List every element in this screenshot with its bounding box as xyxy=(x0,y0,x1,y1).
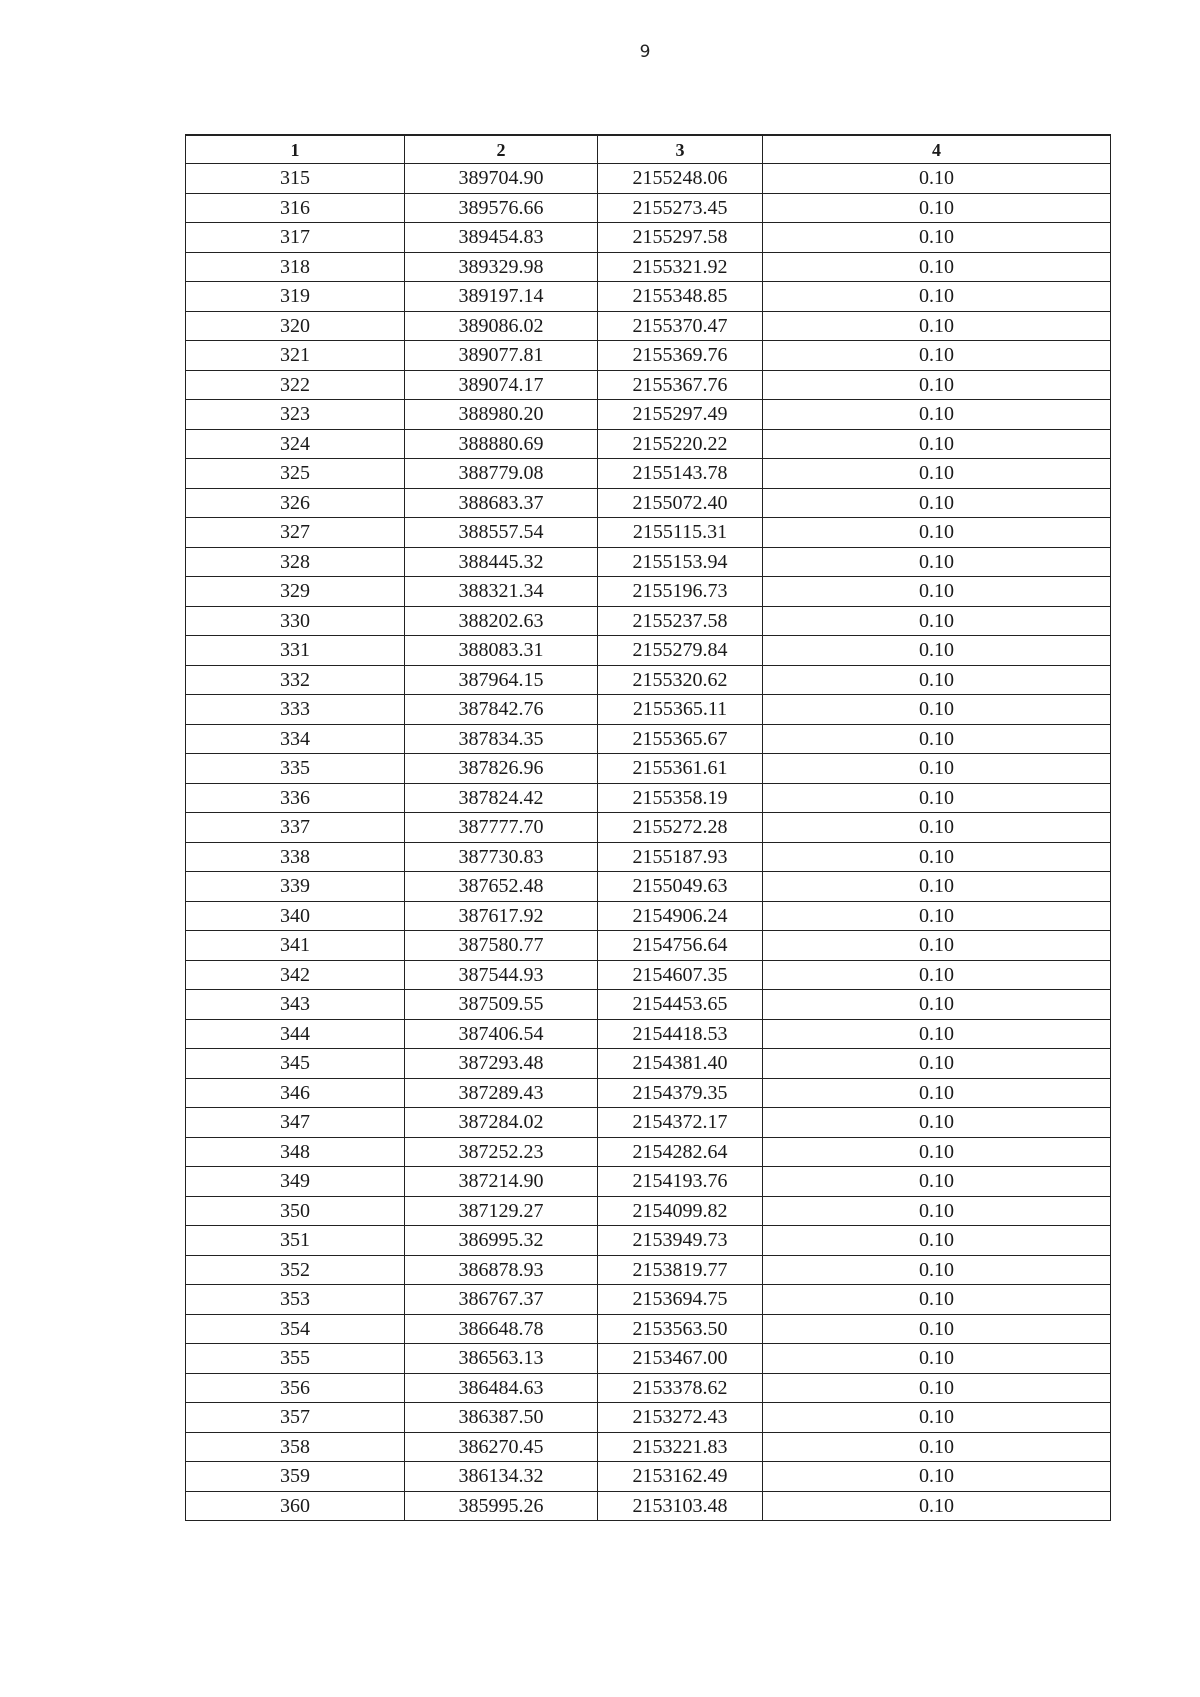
point-number-cell: 342 xyxy=(186,960,405,990)
table-row xyxy=(186,1019,1111,1049)
x-coordinate-cell: 388321.34 xyxy=(405,577,598,607)
error-value-cell: 0.10 xyxy=(763,311,1111,341)
y-coordinate-cell: 2153378.62 xyxy=(598,1373,763,1403)
table-row xyxy=(186,724,1111,754)
x-coordinate-cell: 389074.17 xyxy=(405,370,598,400)
y-coordinate-cell: 2155358.19 xyxy=(598,783,763,813)
error-value-cell: 0.10 xyxy=(763,1373,1111,1403)
y-coordinate-cell: 2154906.24 xyxy=(598,901,763,931)
x-coordinate-cell: 388683.37 xyxy=(405,488,598,518)
point-number-cell: 327 xyxy=(186,518,405,548)
table-row xyxy=(186,1108,1111,1138)
point-number-cell: 317 xyxy=(186,223,405,253)
x-coordinate-cell: 389329.98 xyxy=(405,252,598,282)
y-coordinate-cell: 2154193.76 xyxy=(598,1167,763,1197)
point-number-cell: 336 xyxy=(186,783,405,813)
table-row xyxy=(186,518,1111,548)
y-coordinate-cell: 2153819.77 xyxy=(598,1255,763,1285)
y-coordinate-cell: 2155297.58 xyxy=(598,223,763,253)
error-value-cell: 0.10 xyxy=(763,1108,1111,1138)
x-coordinate-cell: 388880.69 xyxy=(405,429,598,459)
point-number-cell: 343 xyxy=(186,990,405,1020)
table-row xyxy=(186,665,1111,695)
y-coordinate-cell: 2155237.58 xyxy=(598,606,763,636)
table-row xyxy=(186,341,1111,371)
point-number-cell: 334 xyxy=(186,724,405,754)
y-coordinate-cell: 2154607.35 xyxy=(598,960,763,990)
error-value-cell: 0.10 xyxy=(763,1019,1111,1049)
error-value-cell: 0.10 xyxy=(763,223,1111,253)
table-row xyxy=(186,842,1111,872)
error-value-cell: 0.10 xyxy=(763,990,1111,1020)
y-coordinate-cell: 2154372.17 xyxy=(598,1108,763,1138)
point-number-cell: 320 xyxy=(186,311,405,341)
y-coordinate-cell: 2155367.76 xyxy=(598,370,763,400)
x-coordinate-cell: 387652.48 xyxy=(405,872,598,902)
error-value-cell: 0.10 xyxy=(763,193,1111,223)
table-row xyxy=(186,1196,1111,1226)
point-number-cell: 339 xyxy=(186,872,405,902)
error-value-cell: 0.10 xyxy=(763,901,1111,931)
table-row xyxy=(186,1373,1111,1403)
table-row xyxy=(186,783,1111,813)
table-header xyxy=(186,135,1111,164)
y-coordinate-cell: 2155049.63 xyxy=(598,872,763,902)
error-value-cell: 0.10 xyxy=(763,518,1111,548)
table-row xyxy=(186,1491,1111,1521)
x-coordinate-cell: 387842.76 xyxy=(405,695,598,725)
error-value-cell: 0.10 xyxy=(763,370,1111,400)
x-coordinate-cell: 386995.32 xyxy=(405,1226,598,1256)
table-row xyxy=(186,1255,1111,1285)
error-value-cell: 0.10 xyxy=(763,1344,1111,1374)
error-value-cell: 0.10 xyxy=(763,341,1111,371)
error-value-cell: 0.10 xyxy=(763,1432,1111,1462)
x-coordinate-cell: 387826.96 xyxy=(405,754,598,784)
header-cell-1: 1 xyxy=(186,135,405,164)
y-coordinate-cell: 2155248.06 xyxy=(598,164,763,194)
y-coordinate-cell: 2155370.47 xyxy=(598,311,763,341)
table-row xyxy=(186,931,1111,961)
point-number-cell: 323 xyxy=(186,400,405,430)
table-row xyxy=(186,577,1111,607)
error-value-cell: 0.10 xyxy=(763,1255,1111,1285)
y-coordinate-cell: 2155187.93 xyxy=(598,842,763,872)
point-number-cell: 360 xyxy=(186,1491,405,1521)
x-coordinate-cell: 387252.23 xyxy=(405,1137,598,1167)
x-coordinate-cell: 387129.27 xyxy=(405,1196,598,1226)
table-row xyxy=(186,1403,1111,1433)
table-row xyxy=(186,990,1111,1020)
point-number-cell: 333 xyxy=(186,695,405,725)
error-value-cell: 0.10 xyxy=(763,1462,1111,1492)
point-number-cell: 332 xyxy=(186,665,405,695)
table-row xyxy=(186,282,1111,312)
error-value-cell: 0.10 xyxy=(763,1491,1111,1521)
point-number-cell: 321 xyxy=(186,341,405,371)
error-value-cell: 0.10 xyxy=(763,783,1111,813)
x-coordinate-cell: 388445.32 xyxy=(405,547,598,577)
x-coordinate-cell: 387509.55 xyxy=(405,990,598,1020)
y-coordinate-cell: 2155273.45 xyxy=(598,193,763,223)
y-coordinate-cell: 2154453.65 xyxy=(598,990,763,1020)
y-coordinate-cell: 2155321.92 xyxy=(598,252,763,282)
table-row xyxy=(186,1314,1111,1344)
table-row xyxy=(186,223,1111,253)
y-coordinate-cell: 2155348.85 xyxy=(598,282,763,312)
table-row xyxy=(186,547,1111,577)
table-row xyxy=(186,252,1111,282)
table-row xyxy=(186,370,1111,400)
error-value-cell: 0.10 xyxy=(763,872,1111,902)
table-body xyxy=(186,164,1111,1521)
error-value-cell: 0.10 xyxy=(763,1167,1111,1197)
x-coordinate-cell: 387544.93 xyxy=(405,960,598,990)
y-coordinate-cell: 2155361.61 xyxy=(598,754,763,784)
x-coordinate-cell: 387214.90 xyxy=(405,1167,598,1197)
y-coordinate-cell: 2155220.22 xyxy=(598,429,763,459)
x-coordinate-cell: 389077.81 xyxy=(405,341,598,371)
error-value-cell: 0.10 xyxy=(763,1196,1111,1226)
page-number: 9 xyxy=(639,42,651,62)
table-row xyxy=(186,429,1111,459)
point-number-cell: 353 xyxy=(186,1285,405,1315)
table-row xyxy=(186,311,1111,341)
x-coordinate-cell: 387777.70 xyxy=(405,813,598,843)
table-row xyxy=(186,695,1111,725)
x-coordinate-cell: 387284.02 xyxy=(405,1108,598,1138)
y-coordinate-cell: 2153467.00 xyxy=(598,1344,763,1374)
point-number-cell: 344 xyxy=(186,1019,405,1049)
y-coordinate-cell: 2153949.73 xyxy=(598,1226,763,1256)
y-coordinate-cell: 2155320.62 xyxy=(598,665,763,695)
table-row xyxy=(186,1285,1111,1315)
y-coordinate-cell: 2155153.94 xyxy=(598,547,763,577)
x-coordinate-cell: 388202.63 xyxy=(405,606,598,636)
point-number-cell: 356 xyxy=(186,1373,405,1403)
error-value-cell: 0.10 xyxy=(763,665,1111,695)
x-coordinate-cell: 386270.45 xyxy=(405,1432,598,1462)
error-value-cell: 0.10 xyxy=(763,459,1111,489)
x-coordinate-cell: 387289.43 xyxy=(405,1078,598,1108)
y-coordinate-cell: 2155115.31 xyxy=(598,518,763,548)
error-value-cell: 0.10 xyxy=(763,754,1111,784)
point-number-cell: 325 xyxy=(186,459,405,489)
error-value-cell: 0.10 xyxy=(763,813,1111,843)
error-value-cell: 0.10 xyxy=(763,547,1111,577)
error-value-cell: 0.10 xyxy=(763,1403,1111,1433)
point-number-cell: 329 xyxy=(186,577,405,607)
x-coordinate-cell: 387964.15 xyxy=(405,665,598,695)
error-value-cell: 0.10 xyxy=(763,1285,1111,1315)
y-coordinate-cell: 2154282.64 xyxy=(598,1137,763,1167)
table-row xyxy=(186,1462,1111,1492)
header-cell-2: 2 xyxy=(405,135,598,164)
table-row xyxy=(186,459,1111,489)
point-number-cell: 350 xyxy=(186,1196,405,1226)
point-number-cell: 318 xyxy=(186,252,405,282)
point-number-cell: 322 xyxy=(186,370,405,400)
table-row xyxy=(186,1432,1111,1462)
x-coordinate-cell: 389704.90 xyxy=(405,164,598,194)
table-row xyxy=(186,164,1111,194)
table-row xyxy=(186,813,1111,843)
error-value-cell: 0.10 xyxy=(763,252,1111,282)
y-coordinate-cell: 2155272.28 xyxy=(598,813,763,843)
x-coordinate-cell: 386387.50 xyxy=(405,1403,598,1433)
x-coordinate-cell: 388557.54 xyxy=(405,518,598,548)
x-coordinate-cell: 386767.37 xyxy=(405,1285,598,1315)
point-number-cell: 340 xyxy=(186,901,405,931)
table-row xyxy=(186,1344,1111,1374)
x-coordinate-cell: 386563.13 xyxy=(405,1344,598,1374)
point-number-cell: 349 xyxy=(186,1167,405,1197)
table-row xyxy=(186,754,1111,784)
y-coordinate-cell: 2155072.40 xyxy=(598,488,763,518)
error-value-cell: 0.10 xyxy=(763,1137,1111,1167)
y-coordinate-cell: 2154756.64 xyxy=(598,931,763,961)
point-number-cell: 330 xyxy=(186,606,405,636)
x-coordinate-cell: 386484.63 xyxy=(405,1373,598,1403)
error-value-cell: 0.10 xyxy=(763,577,1111,607)
point-number-cell: 354 xyxy=(186,1314,405,1344)
error-value-cell: 0.10 xyxy=(763,282,1111,312)
point-number-cell: 335 xyxy=(186,754,405,784)
table-row xyxy=(186,488,1111,518)
y-coordinate-cell: 2153272.43 xyxy=(598,1403,763,1433)
point-number-cell: 315 xyxy=(186,164,405,194)
point-number-cell: 352 xyxy=(186,1255,405,1285)
table-row xyxy=(186,400,1111,430)
error-value-cell: 0.10 xyxy=(763,488,1111,518)
point-number-cell: 348 xyxy=(186,1137,405,1167)
error-value-cell: 0.10 xyxy=(763,1078,1111,1108)
y-coordinate-cell: 2154381.40 xyxy=(598,1049,763,1079)
error-value-cell: 0.10 xyxy=(763,164,1111,194)
x-coordinate-cell: 387406.54 xyxy=(405,1019,598,1049)
error-value-cell: 0.10 xyxy=(763,606,1111,636)
point-number-cell: 355 xyxy=(186,1344,405,1374)
coordinates-table xyxy=(185,134,1111,1521)
y-coordinate-cell: 2153103.48 xyxy=(598,1491,763,1521)
error-value-cell: 0.10 xyxy=(763,1226,1111,1256)
x-coordinate-cell: 387293.48 xyxy=(405,1049,598,1079)
error-value-cell: 0.10 xyxy=(763,960,1111,990)
y-coordinate-cell: 2154418.53 xyxy=(598,1019,763,1049)
error-value-cell: 0.10 xyxy=(763,400,1111,430)
x-coordinate-cell: 389086.02 xyxy=(405,311,598,341)
y-coordinate-cell: 2155369.76 xyxy=(598,341,763,371)
point-number-cell: 351 xyxy=(186,1226,405,1256)
point-number-cell: 319 xyxy=(186,282,405,312)
error-value-cell: 0.10 xyxy=(763,429,1111,459)
y-coordinate-cell: 2153162.49 xyxy=(598,1462,763,1492)
x-coordinate-cell: 386134.32 xyxy=(405,1462,598,1492)
point-number-cell: 346 xyxy=(186,1078,405,1108)
error-value-cell: 0.10 xyxy=(763,931,1111,961)
point-number-cell: 331 xyxy=(186,636,405,666)
point-number-cell: 337 xyxy=(186,813,405,843)
table-row xyxy=(186,1226,1111,1256)
x-coordinate-cell: 388083.31 xyxy=(405,636,598,666)
x-coordinate-cell: 389197.14 xyxy=(405,282,598,312)
x-coordinate-cell: 387617.92 xyxy=(405,901,598,931)
x-coordinate-cell: 388779.08 xyxy=(405,459,598,489)
error-value-cell: 0.10 xyxy=(763,1049,1111,1079)
point-number-cell: 328 xyxy=(186,547,405,577)
table-row xyxy=(186,1078,1111,1108)
x-coordinate-cell: 385995.26 xyxy=(405,1491,598,1521)
header-cell-3: 3 xyxy=(598,135,763,164)
x-coordinate-cell: 387834.35 xyxy=(405,724,598,754)
y-coordinate-cell: 2155365.11 xyxy=(598,695,763,725)
error-value-cell: 0.10 xyxy=(763,842,1111,872)
x-coordinate-cell: 389576.66 xyxy=(405,193,598,223)
x-coordinate-cell: 388980.20 xyxy=(405,400,598,430)
x-coordinate-cell: 387580.77 xyxy=(405,931,598,961)
table-row xyxy=(186,901,1111,931)
table-row xyxy=(186,636,1111,666)
point-number-cell: 338 xyxy=(186,842,405,872)
point-number-cell: 357 xyxy=(186,1403,405,1433)
header-cell-4: 4 xyxy=(763,135,1111,164)
x-coordinate-cell: 387730.83 xyxy=(405,842,598,872)
table-row xyxy=(186,872,1111,902)
point-number-cell: 316 xyxy=(186,193,405,223)
table-row xyxy=(186,1049,1111,1079)
y-coordinate-cell: 2155297.49 xyxy=(598,400,763,430)
table-row xyxy=(186,1137,1111,1167)
y-coordinate-cell: 2155196.73 xyxy=(598,577,763,607)
table-row xyxy=(186,960,1111,990)
x-coordinate-cell: 386878.93 xyxy=(405,1255,598,1285)
point-number-cell: 359 xyxy=(186,1462,405,1492)
y-coordinate-cell: 2153221.83 xyxy=(598,1432,763,1462)
point-number-cell: 347 xyxy=(186,1108,405,1138)
point-number-cell: 341 xyxy=(186,931,405,961)
y-coordinate-cell: 2155143.78 xyxy=(598,459,763,489)
y-coordinate-cell: 2153563.50 xyxy=(598,1314,763,1344)
error-value-cell: 0.10 xyxy=(763,1314,1111,1344)
error-value-cell: 0.10 xyxy=(763,695,1111,725)
y-coordinate-cell: 2155365.67 xyxy=(598,724,763,754)
y-coordinate-cell: 2155279.84 xyxy=(598,636,763,666)
x-coordinate-cell: 389454.83 xyxy=(405,223,598,253)
y-coordinate-cell: 2153694.75 xyxy=(598,1285,763,1315)
header-row xyxy=(186,135,1111,164)
x-coordinate-cell: 387824.42 xyxy=(405,783,598,813)
point-number-cell: 324 xyxy=(186,429,405,459)
point-number-cell: 345 xyxy=(186,1049,405,1079)
error-value-cell: 0.10 xyxy=(763,724,1111,754)
table-row xyxy=(186,606,1111,636)
table-row xyxy=(186,1167,1111,1197)
table-row xyxy=(186,193,1111,223)
x-coordinate-cell: 386648.78 xyxy=(405,1314,598,1344)
y-coordinate-cell: 2154099.82 xyxy=(598,1196,763,1226)
y-coordinate-cell: 2154379.35 xyxy=(598,1078,763,1108)
error-value-cell: 0.10 xyxy=(763,636,1111,666)
point-number-cell: 358 xyxy=(186,1432,405,1462)
point-number-cell: 326 xyxy=(186,488,405,518)
